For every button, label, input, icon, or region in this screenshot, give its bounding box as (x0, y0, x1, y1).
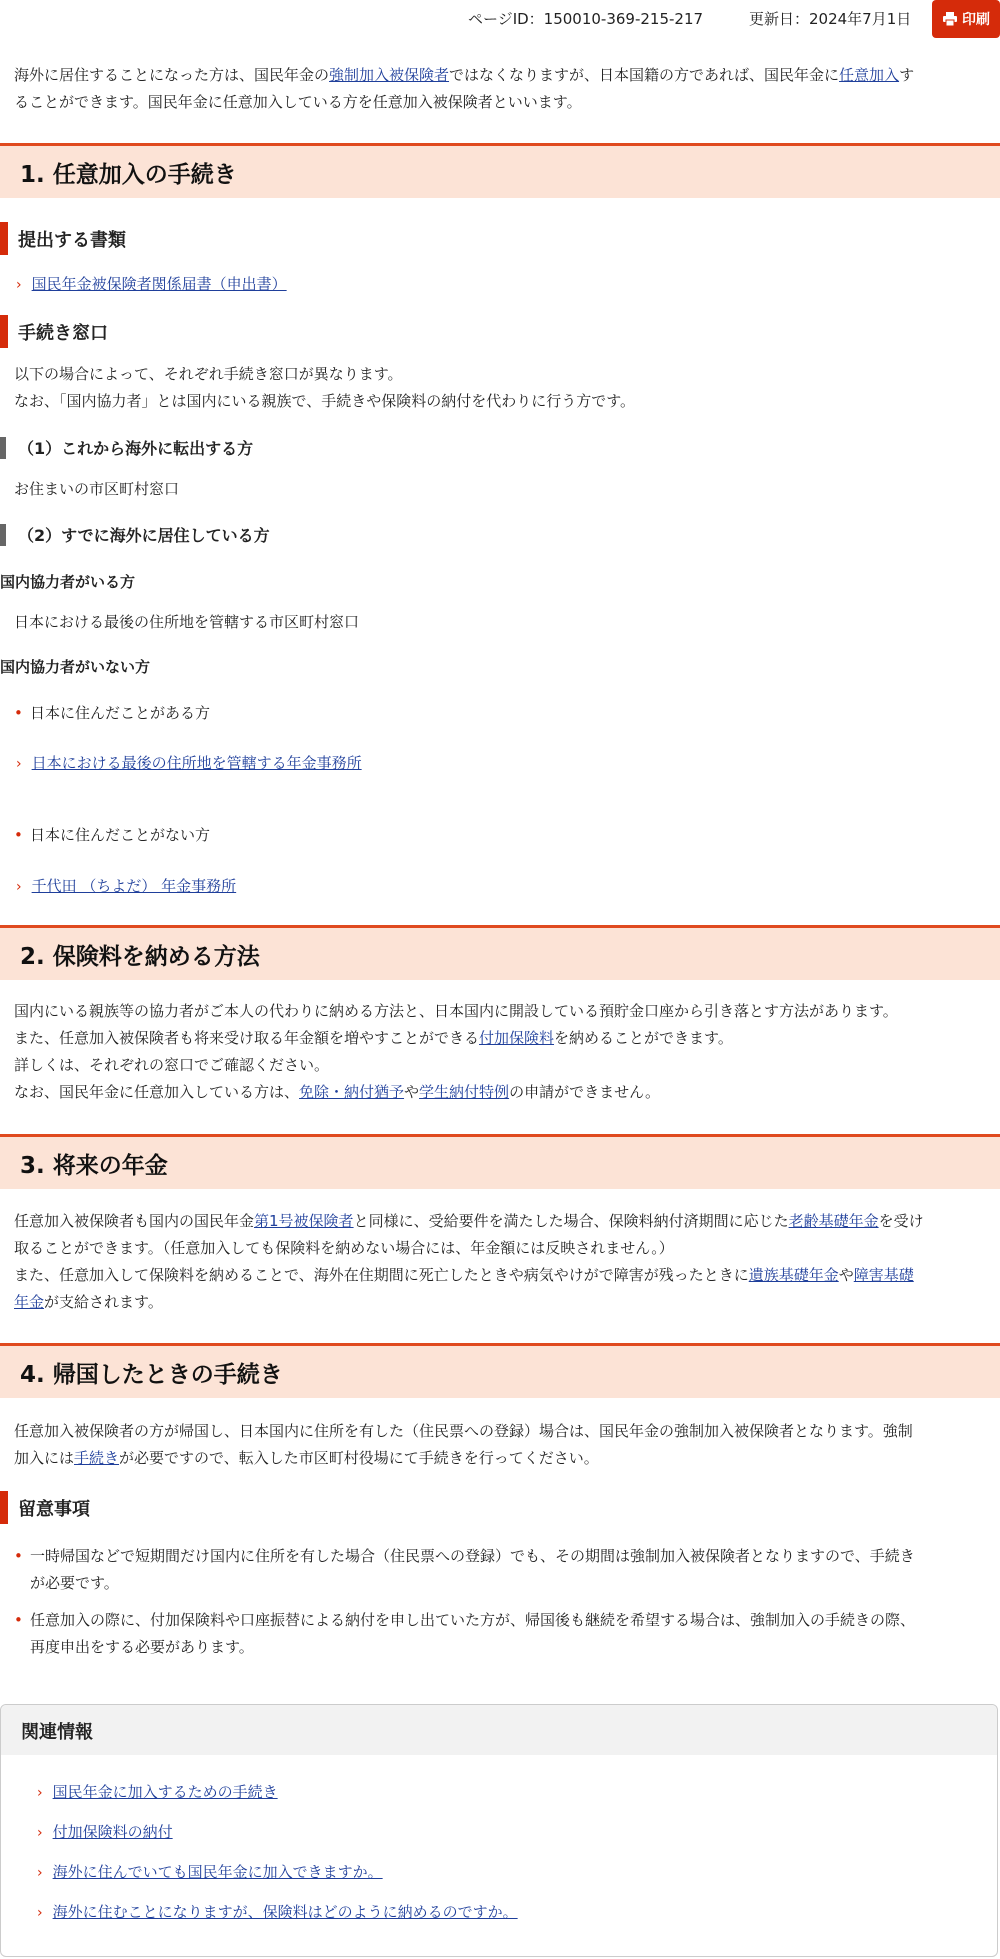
link-student-special-payment[interactable]: 学生納付特例 (419, 1083, 510, 1101)
print-label: 印刷 (962, 12, 990, 28)
related-link-abroad-enrollment-faq[interactable]: 海外に住んでいても国民年金に加入できますか。 (52, 1863, 383, 1881)
section-4-text-1: 任意加入被保険者の方が帰国し、日本国内に住所を有した（住民票への登録）場合は、国民年金の強制加入被保険者となります。強制 (14, 1422, 913, 1440)
intro-text-4: ることができます。国民年金に任意加入している方を任意加入被保険者といいます。 (14, 93, 582, 111)
chevron-right-icon: › (37, 1865, 43, 1881)
related-link-item (37, 1821, 173, 1842)
printer-icon (942, 12, 958, 26)
note-2-line-2: 再度申出をする必要があります。 (30, 1638, 254, 1656)
section-2-heading (0, 925, 1000, 980)
section-3-heading (0, 1134, 1000, 1189)
section-2-text-4a: なお、国民年金に任意加入している方は、 (14, 1083, 300, 1101)
link-compulsory-insured[interactable]: 強制加入被保険者 (329, 66, 450, 84)
bullet-icon: • (14, 704, 23, 722)
link-last-address-pension-office[interactable]: 日本における最後の住所地を管轄する年金事務所 (31, 754, 362, 772)
link-voluntary-enrollment[interactable]: 任意加入 (839, 66, 900, 84)
moving-abroad-office: お住まいの市区町村窓口 (14, 480, 180, 498)
section-2-text-1: 国内にいる親族等の協力者がご本人の代わりに納める方法と、日本国内に開設している預貯金口座から引き落とす方法があります。 (14, 1002, 898, 1020)
section-3-text-2c: が支給されます。 (44, 1293, 163, 1311)
section-2-text-4b: や (404, 1083, 420, 1101)
intro-text-1: 海外に居住することになった方は、国民年金の (14, 66, 330, 84)
related-info-title: 関連情報 (21, 1722, 93, 1743)
print-button[interactable] (932, 0, 1000, 38)
chevron-right-icon: › (16, 277, 22, 293)
link-procedure[interactable]: 手続き (74, 1449, 120, 1467)
list-item (14, 822, 210, 849)
intro-text (14, 62, 989, 116)
link-insured-notification-form[interactable]: 国民年金被保険者関係届書（申出書） (31, 275, 287, 293)
section-2-body (14, 998, 989, 1106)
link-category-1-insured[interactable]: 第1号被保険者 (254, 1212, 354, 1230)
note-2-line-1: 任意加入の際に、付加保険料や口座振替による納付を申し出ていた方が、帰国後も継続を希望する場合は、強制加入の手続きの際、 (30, 1611, 916, 1629)
lived-in-japan-text: 日本に住んだことがある方 (30, 704, 211, 722)
documents-heading (0, 222, 126, 255)
link-disability-basic-pension[interactable]: 障害基礎 (853, 1266, 914, 1284)
chevron-right-icon: › (37, 1905, 43, 1921)
note-1-line-2: が必要です。 (30, 1574, 119, 1592)
with-helper-office: 日本における最後の住所地を管轄する市区町村窓口 (14, 613, 360, 631)
office-description-2: なお、「国内協力者」とは国内にいる親族で、手続きや保険料の納付を代わりに行う方です。 (14, 392, 636, 410)
updated-date: 更新日：2024年7月1日 (749, 10, 912, 28)
office-description-1: 以下の場合によって、それぞれ手続き窓口が異なります。 (14, 365, 403, 383)
documents-heading-text: 提出する書類 (18, 230, 126, 251)
related-link-item (37, 1861, 383, 1882)
link-exemption-deferment[interactable]: 免除・納付猶予 (299, 1083, 405, 1101)
section-4-text-2a: 加入には (14, 1449, 75, 1467)
intro-text-3: す (899, 66, 915, 84)
section-3-title: 3. 将来の年金 (20, 1153, 168, 1179)
lived-link-item (16, 752, 362, 773)
related-link-item (37, 1781, 278, 1802)
related-link-additional-premium[interactable]: 付加保険料の納付 (52, 1823, 173, 1841)
link-additional-premium[interactable]: 付加保険料 (479, 1029, 555, 1047)
intro-text-2: ではなくなりますが、日本国籍の方であれば、国民年金に (449, 66, 840, 84)
section-4-heading (0, 1343, 1000, 1398)
list-item (14, 1607, 989, 1661)
section-2-text-4c: の申請ができません。 (509, 1083, 660, 1101)
office-description (14, 361, 989, 415)
related-info-box (0, 1704, 998, 1957)
bullet-icon: • (14, 1547, 23, 1565)
section-3-text-2a: また、任意加入して保険料を納めることで、海外在住期間に死亡したときや病気やけがで障害が残ったときに (14, 1266, 749, 1284)
no-helper-heading: 国内協力者がいない方 (0, 658, 151, 676)
sub-heading-living-abroad-text: （2）すでに海外に居住している方 (18, 526, 270, 545)
office-heading (0, 315, 108, 348)
section-3-body (14, 1208, 989, 1316)
bullet-icon: • (14, 826, 23, 844)
sub-heading-moving-abroad-text: （1）これから海外に転出する方 (18, 439, 254, 458)
note-1-line-1: 一時帰国などで短期間だけ国内に住所を有した場合（住民票への登録）でも、その期間は強制加入被保険者となりますので、手続き (30, 1547, 915, 1565)
section-3-text-1d: 取ることができます。（任意加入しても保険料を納めない場合には、年金額には反映されません。） (14, 1239, 674, 1257)
notes-heading (0, 1491, 90, 1524)
section-4-text-2b: が必要ですので、転入した市区町村役場にて手続きを行ってください。 (119, 1449, 599, 1467)
section-2-title: 2. 保険料を納める方法 (20, 944, 260, 970)
section-3-text-1c: を受け (878, 1212, 924, 1230)
related-link-abroad-payment-faq[interactable]: 海外に住むことになりますが、保険料はどのように納めるのですか。 (52, 1903, 518, 1921)
related-link-enrollment-procedure[interactable]: 国民年金に加入するための手続き (52, 1783, 278, 1801)
never-lived-in-japan-text: 日本に住んだことがない方 (30, 826, 211, 844)
office-heading-text: 手続き窓口 (18, 323, 108, 344)
link-old-age-basic-pension[interactable]: 老齢基礎年金 (788, 1212, 879, 1230)
link-disability-basic-pension-cont[interactable]: 年金 (14, 1293, 45, 1311)
related-link-item (37, 1901, 518, 1922)
section-3-text-2b: や (838, 1266, 854, 1284)
list-item (14, 1543, 989, 1597)
section-1-title: 1. 任意加入の手続き (20, 162, 237, 188)
list-item (14, 700, 210, 727)
section-2-text-3: 詳しくは、それぞれの窓口でご確認ください。 (14, 1056, 330, 1074)
chevron-right-icon: › (37, 1825, 43, 1841)
related-info-header (1, 1705, 997, 1755)
documents-link-item (16, 273, 287, 294)
link-survivors-basic-pension[interactable]: 遺族基礎年金 (748, 1266, 839, 1284)
section-3-text-1a: 任意加入被保険者も国内の国民年金 (14, 1212, 255, 1230)
section-2-text-2b: を納めることができます。 (554, 1029, 733, 1047)
page-id: ページID：150010-369-215-217 (468, 10, 704, 28)
sub-heading-living-abroad (0, 524, 270, 546)
section-4-title: 4. 帰国したときの手続き (20, 1362, 283, 1388)
sub-heading-moving-abroad (0, 437, 254, 459)
link-chiyoda-pension-office[interactable]: 千代田 （ちよだ） 年金事務所 (31, 877, 237, 895)
page-meta (0, 0, 1000, 45)
chevron-right-icon: › (37, 1785, 43, 1801)
section-4-body (14, 1418, 989, 1472)
with-helper-heading: 国内協力者がいる方 (0, 573, 136, 591)
section-2-text-2a: また、任意加入被保険者も将来受け取る年金額を増やすことができる (14, 1029, 480, 1047)
section-1-heading (0, 143, 1000, 198)
chevron-right-icon: › (16, 756, 22, 772)
notes-heading-text: 留意事項 (18, 1499, 90, 1520)
bullet-icon: • (14, 1611, 23, 1629)
section-3-text-1b: と同様に、受給要件を満たした場合、保険料納付済期間に応じた (353, 1212, 789, 1230)
chevron-right-icon: › (16, 879, 22, 895)
never-link-item (16, 875, 236, 896)
